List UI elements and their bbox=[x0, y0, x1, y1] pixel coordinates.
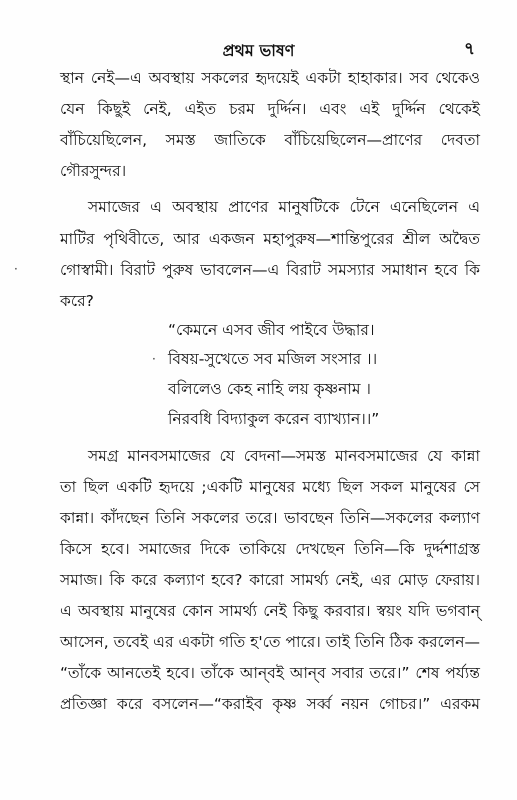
text-line: আসেন, তবেই এর একটা গতি হ'তে পারে। তাই তিনি ঠিক করলেন— bbox=[60, 633, 480, 651]
text-line: গোস্বামী। বিরাট পুরুষ ভাবলেন—এ বিরাট সমস্যার সমাধান হবে কি bbox=[60, 261, 480, 279]
text-line: কান্না। কাঁদছেন তিনি সকলের তরে। ভাবছেন তিনি—সকলের কল্যাণ bbox=[60, 509, 480, 527]
verse-dot: · bbox=[152, 352, 156, 366]
text-line: প্রতিজ্ঞা করে বসলেন—“করাইব কৃষ্ণ সর্ব্ব নয়ন গোচর।” এরকম bbox=[60, 695, 480, 713]
text-line: স্থান নেই—এ অবস্থায় সকলের হৃদয়েই একটা হাহাকার। সব থেকেও bbox=[60, 69, 480, 87]
text-line: কিসে হবে। সমাজের দিকে তাকিয়ে দেখছেন তিনি—কি দুর্দ্দশাগ্রস্ত bbox=[60, 540, 480, 558]
margin-speck: · bbox=[14, 262, 18, 276]
verse-line: “কেমনে এসব জীব পাইবে উদ্ধার। bbox=[168, 321, 375, 339]
text-line: তা ছিল একটি হৃদয়ে ;একটি মানুষের মধ্যে ছিল সকল মানুষের সে bbox=[60, 478, 480, 496]
text-line: করে? bbox=[60, 292, 94, 310]
text-line: যেন কিছুই নেই, এইত চরম দুর্দ্দিন। এবং এই দুর্দ্দিন থেকেই bbox=[60, 100, 480, 118]
text-line: গৌরসুন্দর। bbox=[60, 162, 127, 180]
running-head-title: প্রথম ভাষণ bbox=[222, 41, 295, 60]
text-line: সমাজের এ অবস্থায় প্রাণের মানুষটিকে টেনে এনেছিলেন এ bbox=[88, 198, 480, 216]
verse-line: বলিলেও কেহ নাহি লয় কৃষ্ণনাম । bbox=[168, 380, 371, 398]
text-line: সমাজ। কি করে কল্যাণ হবে? কারো সামর্থ্য নেই, এর মোড় ফেরায়। bbox=[60, 571, 480, 589]
page-number: ৭ bbox=[463, 39, 475, 59]
text-line: এ অবস্থায় মানুষের কোন সামর্থ্য নেই কিছু করবার। স্বয়ং যদি ভগবান্ bbox=[60, 602, 480, 620]
text-line: মাটির পৃথিবীতে, আর একজন মহাপুরুষ—শান্তিপুরের শ্রীল অদ্বৈত bbox=[60, 230, 480, 248]
verse-line: নিরবধি বিদ্যাকুল করেন ব্যাখ্যান।।” bbox=[168, 410, 380, 428]
text-line: সমগ্র মানবসমাজের যে বেদনা—সমস্ত মানবসমাজের যে কান্না bbox=[88, 447, 480, 465]
text-line: “তাঁকে আনতেই হবে। তাঁকে আন্‌বই আন্‌ব সবার তরে।” শেষ পর্য্যন্ত bbox=[60, 664, 480, 682]
verse-line: বিষয়-সুখেতে সব মজিল সংসার ।। bbox=[168, 350, 378, 368]
text-line: বাঁচিয়েছিলেন, সমস্ত জাতিকে বাঁচিয়েছিলেন—প্রাণের দেবতা bbox=[60, 131, 480, 149]
